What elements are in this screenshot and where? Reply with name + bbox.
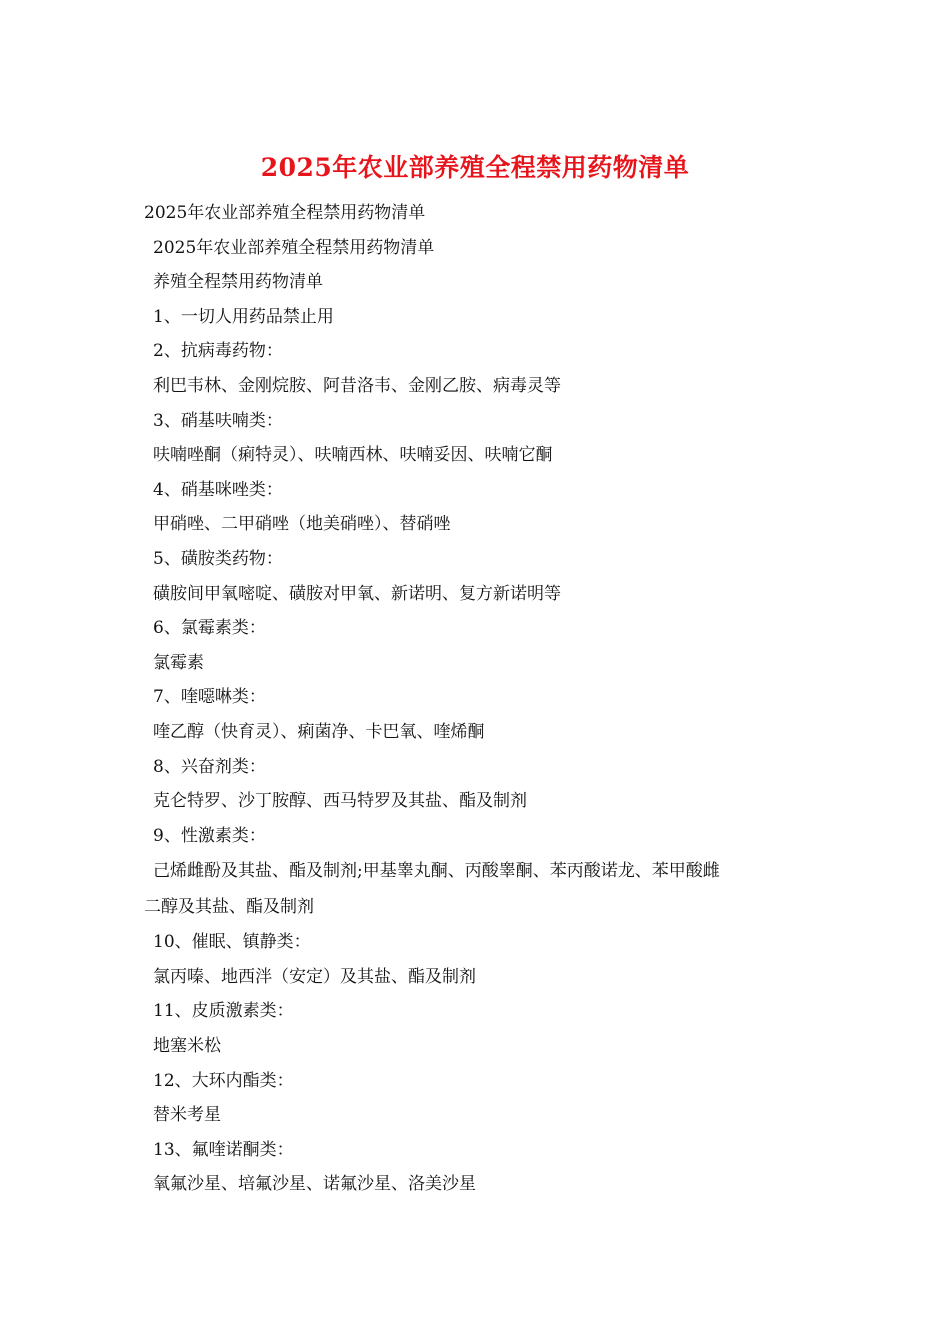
list-heading: 11、皮质激素类：	[153, 1001, 294, 1022]
list-content: 氯丙嗪、地西泮（安定）及其盐、酯及制剂	[153, 966, 476, 987]
list-content: 地塞米松	[153, 1036, 221, 1057]
list-content: 利巴韦林、金刚烷胺、阿昔洛韦、金刚乙胺、病毒灵等	[153, 375, 561, 396]
body-line: 2025年农业部养殖全程禁用药物清单	[153, 237, 435, 258]
list-heading: 9、性激素类：	[153, 825, 266, 846]
list-heading: 13、氟喹诺酮类：	[153, 1139, 294, 1160]
list-content: 磺胺间甲氧嘧啶、磺胺对甲氧、新诺明、复方新诺明等	[153, 583, 561, 604]
list-content: 替米考星	[153, 1105, 221, 1126]
list-content: 氯霉素	[153, 652, 204, 673]
list-heading: 4、硝基咪唑类：	[153, 479, 283, 500]
list-heading: 6、氯霉素类：	[153, 618, 266, 639]
list-content-continued: 二醇及其盐、酯及制剂	[144, 897, 314, 918]
list-content: 喹乙醇（快育灵）、痢菌净、卡巴氧、喹烯酮	[153, 721, 485, 742]
list-heading: 12、大环内酯类：	[153, 1070, 294, 1091]
list-heading: 7、喹噁啉类：	[153, 687, 266, 708]
list-heading: 8、兴奋剂类：	[153, 756, 266, 777]
list-content: 氧氟沙星、培氟沙星、诺氟沙星、洛美沙星	[153, 1174, 476, 1195]
document-body	[144, 196, 814, 1202]
list-content: 甲硝唑、二甲硝唑（地美硝唑）、替硝唑	[153, 514, 451, 535]
body-line-subtitle: 2025年农业部养殖全程禁用药物清单	[144, 203, 426, 223]
body-line: 养殖全程禁用药物清单	[153, 272, 323, 293]
list-heading: 3、硝基呋喃类：	[153, 410, 283, 431]
document-title: 2025年农业部养殖全程禁用药物清单	[260, 153, 690, 182]
list-heading: 2、抗病毒药物：	[153, 341, 283, 362]
list-heading: 10、催眠、镇静类：	[153, 932, 311, 953]
list-content: 克仑特罗、沙丁胺醇、西马特罗及其盐、酯及制剂	[153, 791, 527, 812]
list-content: 呋喃唑酮（痢特灵）、呋喃西林、呋喃妥因、呋喃它酮	[153, 445, 553, 466]
list-heading: 5、磺胺类药物：	[153, 548, 283, 569]
list-content: 己烯雌酚及其盐、酯及制剂;甲基睾丸酮、丙酸睾酮、苯丙酸诺龙、苯甲酸雌	[153, 861, 720, 882]
list-heading: 1、一切人用药品禁止用	[153, 306, 334, 327]
